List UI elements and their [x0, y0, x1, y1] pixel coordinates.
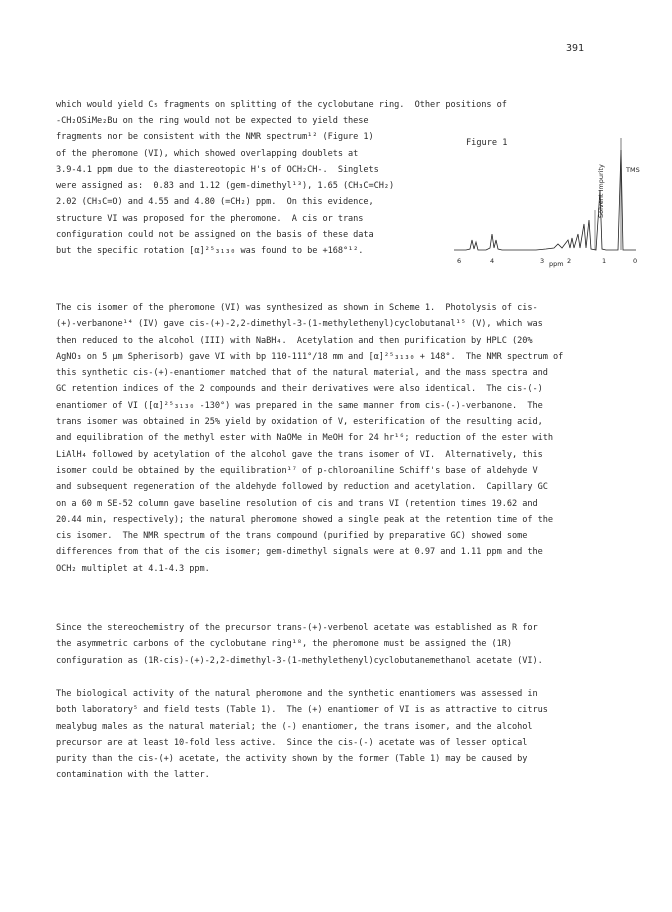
text-line: differences from that of the cis isomer; gem-dimethyl signals were at 0.97 and 1.11 ppm and the — [56, 547, 543, 558]
nmr-spectrum-plot — [446, 130, 642, 280]
figure-label: Figure 1 — [466, 138, 508, 148]
spectrum-trace — [454, 150, 636, 250]
tick-6: 6 — [457, 257, 462, 265]
text-line: then reduced to the alcohol (III) with NaBH₄. Acetylation and then purification by HPLC (20% — [56, 335, 533, 346]
text-line: The cis isomer of the pheromone (VI) was synthesized as shown in Scheme 1. Photolysis of cis- — [56, 303, 538, 313]
text-line: and equilibration of the methyl ester with NaOMe in MeOH for 24 hr¹⁶; reduction of the ester with — [56, 433, 554, 444]
paragraph-3 — [56, 620, 622, 669]
text-line: the asymmetric carbons of the cyclobutane ring¹⁸, the pheromone must be assigned the (1R) — [56, 639, 513, 650]
text-line: and subsequent regeneration of the aldehyde followed by reduction and acetylation. Capillary GC — [56, 482, 548, 493]
text-line: purity than the cis-(+) acetate, the activity shown by the former (Table 1) may be caused by — [56, 754, 528, 765]
text-line: -CH₂OSiMe₂Bu on the ring would not be expected to yield these — [56, 116, 369, 126]
text-line: 2.02 (CH₃C=O) and 4.55 and 4.80 (=CH₂) ppm. On this evidence, — [56, 197, 374, 208]
text-line: Since the stereochemistry of the precursor trans-(+)-verbenol acetate was established as R for — [56, 623, 538, 633]
tick-2: 2 — [567, 257, 572, 265]
tms-label: TMS — [626, 166, 640, 174]
text-line: (+)-verbanone¹⁴ (IV) gave cis-(+)-2,2-dimethyl-3-(1-methylethenyl)cyclobutanal¹⁵ (V), which was — [56, 319, 543, 330]
text-line: fragments nor be consistent with the NMR spectrum¹² (Figure 1) — [56, 132, 374, 143]
text-line: cis isomer. The NMR spectrum of the trans compound (purified by preparative GC) showed some — [56, 531, 528, 542]
text-line: both laboratory⁵ and field tests (Table 1). The (+) enantiomer of VI is as attractive to citrus — [56, 705, 548, 716]
text-line: LiAlH₄ followed by acetylation of the alcohol gave the trans isomer of VI. Alternatively, this — [56, 449, 543, 460]
page-number: 391 — [566, 43, 585, 54]
text-line: isomer could be obtained by the equilibration¹⁷ of p-chloroaniline Schiff's base of aldehyde V — [56, 465, 538, 476]
text-line: 3.9-4.1 ppm due to the diastereotopic H's of OCH₂CH-. Singlets — [56, 164, 379, 175]
paragraph-4 — [56, 686, 622, 784]
text-line: enantiomer of VI ([α]²⁵₃₁₃₀ -130°) was prepared in the same manner from cis-(-)-verbanone. The — [56, 400, 543, 411]
paragraph-2 — [56, 300, 622, 577]
solvent-impurity-label: Solvent Impurity — [597, 164, 605, 218]
tick-0: 0 — [633, 257, 638, 265]
text-line: structure VI was proposed for the pheromone. A cis or trans — [56, 213, 364, 224]
text-line: 20.44 min, respectively); the natural pheromone showed a single peak at the retention time of the — [56, 514, 554, 525]
nmr-spectrum-figure — [446, 130, 642, 280]
text-line: configuration could not be assigned on the basis of these data — [56, 230, 374, 241]
text-line: this synthetic cis-(+)-enantiomer matched that of the natural material, and the mass spectra and — [56, 368, 548, 379]
text-line: OCH₂ multiplet at 4.1-4.3 ppm. — [56, 563, 210, 574]
text-line: but the specific rotation [α]²⁵₃₁₃₀ was found to be +168°¹². — [56, 246, 364, 257]
text-line: trans isomer was obtained in 25% yield by oxidation of V, esterification of the resulting acid, — [56, 417, 543, 428]
text-line: AgNO₃ on 5 μm Spherisorb) gave VI with bp 110-111°/18 mm and [α]²⁵₃₁₃₀ + 148°. The NMR spectrum of — [56, 351, 564, 362]
text-line: contamination with the latter. — [56, 770, 210, 781]
tick-3: 3 — [540, 257, 545, 265]
text-line: precursor are at least 10-fold less active. Since the cis-(-) acetate was of lesser optical — [56, 737, 528, 748]
text-line: GC retention indices of the 2 compounds and their derivatives were also identical. The cis-(-) — [56, 384, 543, 395]
text-line: The biological activity of the natural pheromone and the synthetic enantiomers was assessed in — [56, 689, 538, 699]
text-line: of the pheromone (VI), which showed overlapping doublets at — [56, 148, 359, 159]
text-line: were assigned as: 0.83 and 1.12 (gem-dimethyl¹³), 1.65 (CH₃C=CH₂) — [56, 181, 395, 192]
text-line: on a 60 m SE-52 column gave baseline resolution of cis and trans VI (retention times 19.62 and — [56, 498, 538, 509]
text-line: configuration as (1R-cis)-(+)-2,2-dimethyl-3-(1-methylethenyl)cyclobutanemethanol acetate (VI). — [56, 655, 543, 666]
tick-1: 1 — [602, 257, 607, 265]
text-line: mealybug males as the natural material; the (-) enantiomer, the trans isomer, and the alcohol — [56, 721, 533, 732]
ppm-unit: ppm — [549, 260, 564, 268]
paragraph-1 — [56, 113, 456, 260]
paragraph-1-first-line: which would yield C₅ fragments on splitting of the cyclobutane ring. Other positions of — [56, 100, 507, 110]
tick-4: 4 — [490, 257, 495, 265]
